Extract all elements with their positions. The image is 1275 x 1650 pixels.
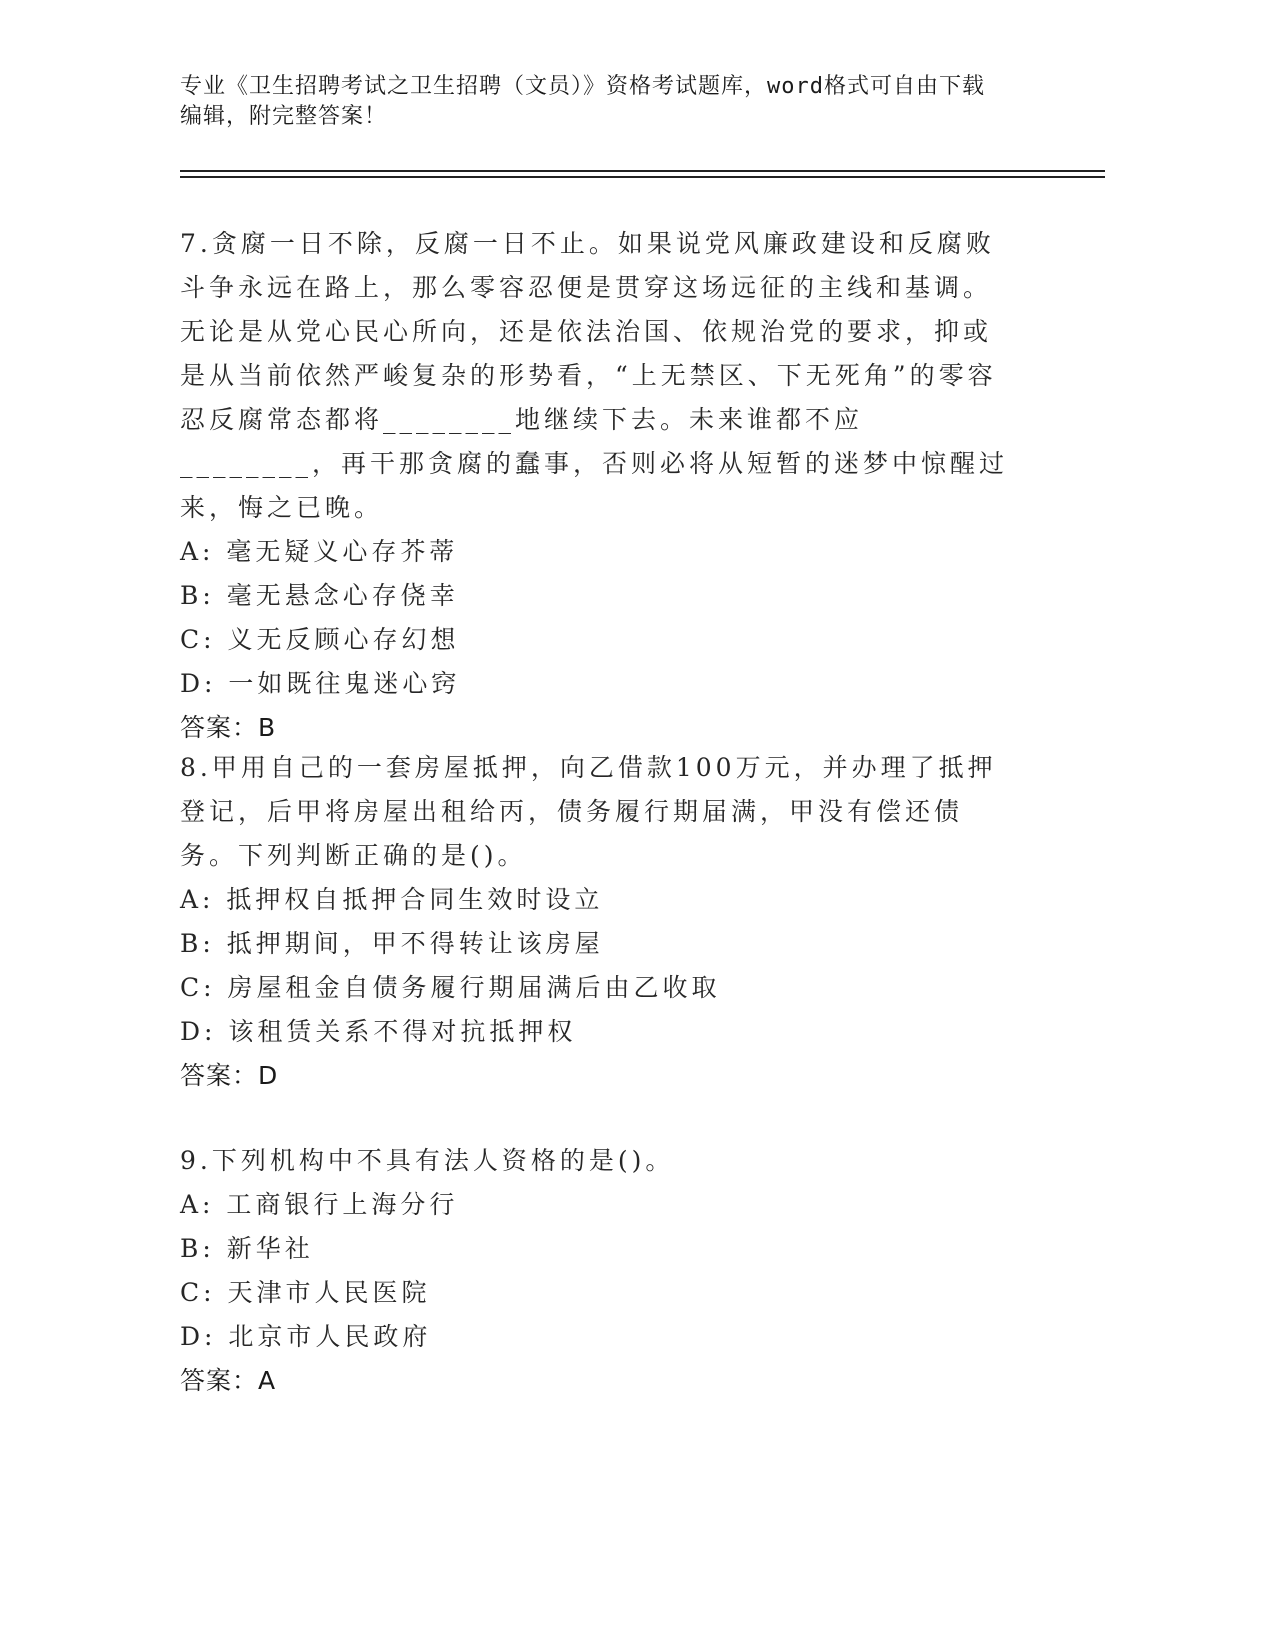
option-b: B: 抵押期间，甲不得转让该房屋 (180, 929, 604, 958)
question-8 (180, 746, 1020, 1098)
question-stem: 8.甲用自己的一套房屋抵押，向乙借款100万元，并办理了抵押登记，后甲将房屋出租给丙，债务履行期届满，甲没有偿还债务。下列判断正确的是()。 (180, 753, 997, 870)
header-divider-top (180, 170, 1105, 172)
option-c: C: 义无反顾心存幻想 (180, 625, 460, 654)
option-d: D: 该租赁关系不得对抗抵押权 (180, 1017, 577, 1046)
option-a: A: 工商银行上海分行 (180, 1190, 459, 1219)
answer-label: 答案：A (180, 1366, 277, 1395)
header-line-2: 编辑，附完整答案！ (180, 104, 388, 129)
option-a: A: 抵押权自抵押合同生效时设立 (180, 885, 604, 914)
option-c: C: 天津市人民医院 (180, 1278, 431, 1307)
header-divider-bottom (180, 176, 1105, 178)
answer-label: 答案：D (180, 1061, 279, 1090)
question-7 (180, 222, 1020, 750)
document-header (180, 72, 1030, 132)
option-c: C: 房屋租金自债务履行期届满后由乙收取 (180, 973, 721, 1002)
answer-label: 答案：B (180, 713, 277, 742)
option-d: D: 北京市人民政府 (180, 1322, 432, 1351)
option-a: A: 毫无疑义心存芥蒂 (180, 537, 459, 566)
option-d: D: 一如既往鬼迷心窍 (180, 669, 461, 698)
question-9 (180, 1139, 1020, 1403)
question-stem: 7.贪腐一日不除，反腐一日不止。如果说党风廉政建设和反腐败斗争永远在路上，那么零容忍便是贯穿这场远征的主线和基调。无论是从党心民心所向，还是依法治国、依规治党的要求，抑或是从当前依然严峻复杂的形势看，“上无禁区、下无死角”的零容忍反腐常态都将________地继续下去。未来谁都不应________，再干那贪腐的蠢事，否则必将从短暂的迷梦中惊醒过来，悔之已晚。 (180, 229, 1009, 522)
option-b: B: 毫无悬念心存侥幸 (180, 581, 459, 610)
option-b: B: 新华社 (180, 1234, 314, 1263)
question-stem: 9.下列机构中不具有法人资格的是()。 (180, 1146, 675, 1175)
header-line-1: 专业《卫生招聘考试之卫生招聘（文员）》资格考试题库，word格式可自由下载 (180, 74, 985, 99)
